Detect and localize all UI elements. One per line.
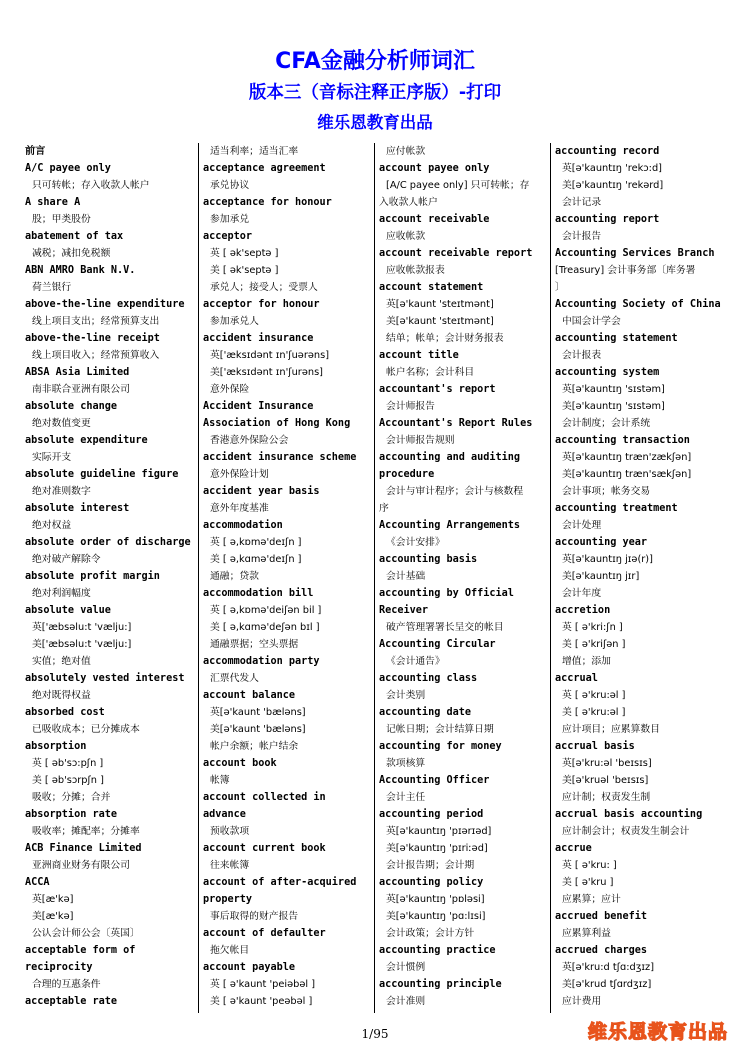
glossary-definition: 美 [ ə'kru ] bbox=[562, 877, 614, 888]
glossary-definition: 英 [ ə'kri:ʃn ] bbox=[562, 622, 623, 633]
glossary-definition: 只可转帐；存入收款人帐户 bbox=[32, 180, 150, 191]
glossary-term: accommodation bbox=[203, 520, 283, 531]
glossary-term: accounting policy bbox=[379, 877, 484, 888]
glossary-term: accounting and auditing bbox=[379, 452, 521, 463]
glossary-term: absorbed cost bbox=[25, 707, 105, 718]
glossary-definition: 应收帐款 bbox=[386, 231, 426, 242]
glossary-term: account payee only bbox=[379, 163, 490, 174]
glossary-term: accounting principle bbox=[379, 979, 502, 990]
glossary-definition: 入收款人帐户 bbox=[379, 197, 438, 208]
glossary-term: A share A bbox=[25, 197, 81, 208]
glossary-definition: 英[ə'kauntɪŋ 'sɪstəm] bbox=[562, 384, 665, 395]
glossary-definition: 会计报告期；会计期 bbox=[386, 860, 475, 871]
glossary-term: 前言 bbox=[25, 146, 46, 157]
glossary-term: ABSA Asia Limited bbox=[25, 367, 130, 378]
glossary-definition: 英[ə'kauntɪŋ 'pɒləsi] bbox=[386, 894, 485, 905]
glossary-definition: 英[ə'kaunt 'bæləns] bbox=[210, 707, 306, 718]
glossary-definition: 美[ə'kauntɪŋ 'pɪriːəd] bbox=[386, 843, 488, 854]
glossary-definition: 增值；添加 bbox=[562, 656, 611, 667]
glossary-term: accounting date bbox=[379, 707, 472, 718]
glossary-term: accounting statement bbox=[555, 333, 678, 344]
glossary-term: accrual basis bbox=[555, 741, 635, 752]
glossary-definition: 美[ə'kruəl 'beɪsɪs] bbox=[562, 775, 649, 786]
glossary-term: abatement of tax bbox=[25, 231, 124, 242]
glossary-definition: 英 [ ə,kɒmə'deɪʃn ] bbox=[210, 537, 302, 548]
glossary-definition: 英[ə'kauntɪŋ træn'zækʃən] bbox=[562, 452, 692, 463]
glossary-definition: 美[ə'kauntɪŋ 'sɪstəm] bbox=[562, 401, 665, 412]
glossary-term: accounting treatment bbox=[555, 503, 678, 514]
glossary-definition: 款项核算 bbox=[386, 758, 426, 769]
glossary-definition: 破产管理署署长呈交的帐目 bbox=[386, 622, 504, 633]
glossary-term: Accounting Services Branch bbox=[555, 248, 715, 259]
glossary-definition: 意外年度基准 bbox=[210, 503, 269, 514]
glossary-definition: 绝对准则数字 bbox=[32, 486, 91, 497]
glossary-definition: 绝对权益 bbox=[32, 520, 72, 531]
glossary-definition: 美[ə'kauntɪŋ træn'sækʃən] bbox=[562, 469, 692, 480]
glossary-column-3 bbox=[374, 143, 550, 1013]
glossary-term: accounting for money bbox=[379, 741, 502, 752]
glossary-term: accounting basis bbox=[379, 554, 478, 565]
glossary-definition: 香港意外保险公会 bbox=[210, 435, 289, 446]
glossary-term: above-the-line expenditure bbox=[25, 299, 185, 310]
glossary-term: Accountant's Report Rules bbox=[379, 418, 533, 429]
glossary-definition: 英[ə'kru:əl 'beɪsɪs] bbox=[562, 758, 652, 769]
glossary-definition: 会计类别 bbox=[386, 690, 426, 701]
glossary-term: absolute order of discharge bbox=[25, 537, 191, 548]
glossary-definition: 英 [ ə'kru: ] bbox=[562, 860, 617, 871]
glossary-definition: 吸收；分摊；合并 bbox=[32, 792, 111, 803]
glossary-definition: 记帐日期；会计结算日期 bbox=[386, 724, 494, 735]
document-title: CFA金融分析师词汇 bbox=[275, 49, 475, 74]
publisher-watermark: 维乐恩教育出品 bbox=[587, 1021, 728, 1043]
glossary-definition: 美 [ ə,kɑmə'deʃən bɪl ] bbox=[210, 622, 320, 633]
glossary-definition: 序 bbox=[379, 503, 389, 514]
glossary-term: Association of Hong Kong bbox=[203, 418, 351, 429]
glossary-definition: 应付帐款 bbox=[386, 146, 426, 157]
glossary-definition: 英 [ ə'kaunt 'peiəbəl ] bbox=[210, 979, 316, 990]
glossary-definition: 亚洲商业财务有限公司 bbox=[32, 860, 130, 871]
glossary-column-1 bbox=[23, 143, 198, 1013]
glossary-term: absorption rate bbox=[25, 809, 118, 820]
glossary-definition: 会计准则 bbox=[386, 996, 426, 1007]
glossary-column-2 bbox=[198, 143, 374, 1013]
glossary-term: Accounting Arrangements bbox=[379, 520, 521, 531]
glossary-definition: 荷兰银行 bbox=[32, 282, 72, 293]
glossary-definition: [A/C payee only] 只可转帐；存 bbox=[386, 180, 530, 191]
glossary-definition: 承兑协议 bbox=[210, 180, 250, 191]
glossary-definition: 〕 bbox=[555, 282, 565, 293]
glossary-definition: 绝对破产解除令 bbox=[32, 554, 101, 565]
glossary-definition: 美[æ'kə] bbox=[32, 911, 74, 922]
glossary-term: accounting period bbox=[379, 809, 484, 820]
glossary-definition: 美 [ ə'kriʃən ] bbox=[562, 639, 626, 650]
glossary-term: acceptor bbox=[203, 231, 253, 242]
glossary-term: property bbox=[203, 894, 253, 905]
glossary-definition: 应计制；权责发生制 bbox=[562, 792, 651, 803]
glossary-definition: 绝对数值变更 bbox=[32, 418, 91, 429]
glossary-term: acceptance agreement bbox=[203, 163, 326, 174]
glossary-definition: 《会计通告》 bbox=[386, 656, 445, 667]
glossary-term: absolutely vested interest bbox=[25, 673, 185, 684]
glossary-definition: 会计政策；会计方针 bbox=[386, 928, 475, 939]
glossary-term: accommodation bill bbox=[203, 588, 314, 599]
glossary-term: account of after-acquired bbox=[203, 877, 357, 888]
glossary-definition: 公认会计师公会〔英国〕 bbox=[32, 928, 140, 939]
glossary-definition: 美[ə'kauntɪŋ 'pɑ:lɪsi] bbox=[386, 911, 486, 922]
glossary-definition: 会计报表 bbox=[562, 350, 602, 361]
glossary-term: account collected in bbox=[203, 792, 326, 803]
glossary-term: Accounting Society of China bbox=[555, 299, 721, 310]
glossary-term: ABN AMRO Bank N.V. bbox=[25, 265, 136, 276]
glossary-definition: [Treasury] 会计事务部〔库务署 bbox=[555, 265, 696, 276]
glossary-definition: 英['æksɪdənt ɪn'ʃuərəns] bbox=[210, 350, 330, 361]
glossary-term: account receivable bbox=[379, 214, 490, 225]
glossary-term: reciprocity bbox=[25, 962, 93, 973]
glossary-definition: 线上项目收入；经常预算收入 bbox=[32, 350, 160, 361]
glossary-term: accountant's report bbox=[379, 384, 496, 395]
glossary-term: absolute profit margin bbox=[25, 571, 160, 582]
glossary-definition: 英[æ'kə] bbox=[32, 894, 74, 905]
glossary-term: account title bbox=[379, 350, 459, 361]
glossary-term: accident insurance bbox=[203, 333, 314, 344]
glossary-definition: 预收款项 bbox=[210, 826, 250, 837]
glossary-definition: 中国会计学会 bbox=[562, 316, 621, 327]
glossary-definition: 结单；帐单；会计财务报表 bbox=[386, 333, 504, 344]
glossary-definition: 英[ə'kauntɪŋ jɪə(r)] bbox=[562, 554, 653, 565]
glossary-term: procedure bbox=[379, 469, 435, 480]
glossary-term: ACB Finance Limited bbox=[25, 843, 142, 854]
glossary-definition: 事后取得的财产报告 bbox=[210, 911, 299, 922]
glossary-term: absolute guideline figure bbox=[25, 469, 179, 480]
glossary-definition: 会计制度；会计系统 bbox=[562, 418, 651, 429]
glossary-term: above-the-line receipt bbox=[25, 333, 160, 344]
glossary-term: account book bbox=[203, 758, 277, 769]
glossary-term: acceptable rate bbox=[25, 996, 118, 1007]
glossary-definition: 应计制会计；权责发生制会计 bbox=[562, 826, 690, 837]
glossary-definition: 美[ə'kauntɪŋ 'rekərd] bbox=[562, 180, 664, 191]
glossary-definition: 会计记录 bbox=[562, 197, 602, 208]
glossary-definition: 美[ə'kauntɪŋ jɪr] bbox=[562, 571, 640, 582]
glossary-definition: 意外保险计划 bbox=[210, 469, 269, 480]
glossary-term: Accounting Circular bbox=[379, 639, 496, 650]
glossary-definition: 会计事项；帐务交易 bbox=[562, 486, 651, 497]
glossary-definition: 股；甲类股份 bbox=[32, 214, 91, 225]
glossary-definition: 美 [ ə,kɑmə'deɪʃn ] bbox=[210, 554, 302, 565]
glossary-definition: 意外保险 bbox=[210, 384, 250, 395]
glossary-definition: 英[ə'kru:d tʃɑ:dʒɪz] bbox=[562, 962, 655, 973]
glossary-definition: 已吸收成本；已分摊成本 bbox=[32, 724, 140, 735]
document-subtitle: 版本三（音标注释正序版）-打印 bbox=[248, 83, 502, 103]
glossary-definition: 减税；减扣免税额 bbox=[32, 248, 111, 259]
glossary-term: ACCA bbox=[25, 877, 50, 888]
glossary-term: accident year basis bbox=[203, 486, 320, 497]
glossary-definition: 英['æbsəlu:t 'vælju:] bbox=[32, 622, 132, 633]
glossary-term: acceptor for honour bbox=[203, 299, 320, 310]
glossary-definition: 会计师报告规则 bbox=[386, 435, 455, 446]
glossary-term: acceptance for honour bbox=[203, 197, 332, 208]
glossary-term: accounting class bbox=[379, 673, 478, 684]
glossary-term: absolute interest bbox=[25, 503, 130, 514]
glossary-definition: 会计报告 bbox=[562, 231, 602, 242]
glossary-definition: 往来帐簿 bbox=[210, 860, 250, 871]
glossary-definition: 美['æksɪdənt ɪn'ʃurəns] bbox=[210, 367, 323, 378]
glossary-definition: 会计处理 bbox=[562, 520, 602, 531]
glossary-definition: 美[ə'kaunt 'bæləns] bbox=[210, 724, 306, 735]
glossary-definition: 应累算；应计 bbox=[562, 894, 621, 905]
glossary-definition: 会计年度 bbox=[562, 588, 602, 599]
glossary-definition: 帐簿 bbox=[210, 775, 230, 786]
glossary-definition: 英[ə'kauntɪŋ 'rekɔ:d] bbox=[562, 163, 662, 174]
glossary-term: Receiver bbox=[379, 605, 429, 616]
glossary-definition: 美 [ ək'septə ] bbox=[210, 265, 279, 276]
glossary-column-4 bbox=[550, 143, 726, 1013]
glossary-term: account of defaulter bbox=[203, 928, 326, 939]
glossary-term: accounting record bbox=[555, 146, 660, 157]
glossary-definition: 《会计安排》 bbox=[386, 537, 445, 548]
glossary-definition: 美[ə'krud tʃɑrdʒɪz] bbox=[562, 979, 652, 990]
glossary-term: accrued charges bbox=[555, 945, 648, 956]
glossary-definition: 会计惯例 bbox=[386, 962, 426, 973]
glossary-definition: 英 [ ək'septə ] bbox=[210, 248, 279, 259]
glossary-term: accounting practice bbox=[379, 945, 496, 956]
glossary-term: account receivable report bbox=[379, 248, 533, 259]
glossary-columns bbox=[23, 143, 728, 1013]
glossary-term: absorption bbox=[25, 741, 87, 752]
glossary-term: account payable bbox=[203, 962, 296, 973]
glossary-definition: 美 [ əb'sɔrpʃn ] bbox=[32, 775, 104, 786]
glossary-definition: 拖欠帐目 bbox=[210, 945, 250, 956]
glossary-term: Accounting Officer bbox=[379, 775, 490, 786]
glossary-term: absolute value bbox=[25, 605, 111, 616]
glossary-term: accrual bbox=[555, 673, 598, 684]
glossary-definition: 应累算利益 bbox=[562, 928, 611, 939]
glossary-term: accrual basis accounting bbox=[555, 809, 703, 820]
glossary-definition: 帐户名称；会计科目 bbox=[386, 367, 475, 378]
glossary-term: accident insurance scheme bbox=[203, 452, 357, 463]
glossary-definition: 通融；贷款 bbox=[210, 571, 259, 582]
glossary-term: absolute expenditure bbox=[25, 435, 148, 446]
glossary-term: accounting year bbox=[555, 537, 648, 548]
glossary-definition: 实际开支 bbox=[32, 452, 72, 463]
glossary-term: Accident Insurance bbox=[203, 401, 314, 412]
glossary-term: accounting report bbox=[555, 214, 660, 225]
glossary-definition: 应计项目；应累算数目 bbox=[562, 724, 660, 735]
glossary-term: accrue bbox=[555, 843, 592, 854]
glossary-term: account statement bbox=[379, 282, 484, 293]
glossary-term: accrued benefit bbox=[555, 911, 648, 922]
glossary-term: accounting by Official bbox=[379, 588, 514, 599]
glossary-definition: 线上项目支出；经常预算支出 bbox=[32, 316, 160, 327]
publisher-line: 维乐恩教育出品 bbox=[317, 113, 433, 132]
glossary-definition: 适当利率；适当汇率 bbox=[210, 146, 299, 157]
glossary-definition: 绝对既得权益 bbox=[32, 690, 91, 701]
glossary-definition: 汇票代发人 bbox=[210, 673, 259, 684]
page-number: 1/95 bbox=[361, 1027, 389, 1041]
glossary-definition: 美[ə'kaunt 'steɪtmənt] bbox=[386, 316, 494, 327]
glossary-definition: 英[ə'kaunt 'steɪtmənt] bbox=[386, 299, 494, 310]
glossary-term: A/C payee only bbox=[25, 163, 111, 174]
glossary-definition: 会计师报告 bbox=[386, 401, 435, 412]
glossary-term: accommodation party bbox=[203, 656, 320, 667]
glossary-definition: 帐户余额；帐户结余 bbox=[210, 741, 299, 752]
glossary-term: acceptable form of bbox=[25, 945, 136, 956]
glossary-definition: 会计与审计程序；会计与核数程 bbox=[386, 486, 524, 497]
glossary-definition: 参加承兑人 bbox=[210, 316, 259, 327]
glossary-definition: 英 [ əb'sɔ:pʃn ] bbox=[32, 758, 104, 769]
glossary-definition: 南非联合亚洲有限公司 bbox=[32, 384, 130, 395]
glossary-term: account balance bbox=[203, 690, 296, 701]
glossary-definition: 实值；绝对值 bbox=[32, 656, 91, 667]
glossary-definition: 美 [ ə'kru:əl ] bbox=[562, 707, 626, 718]
glossary-definition: 参加承兑 bbox=[210, 214, 250, 225]
glossary-definition: 美 [ ə'kaunt 'peəbəl ] bbox=[210, 996, 313, 1007]
glossary-definition: 通融票据；空头票据 bbox=[210, 639, 299, 650]
glossary-definition: 英[ə'kauntɪŋ 'pɪərɪəd] bbox=[386, 826, 492, 837]
glossary-definition: 会计主任 bbox=[386, 792, 426, 803]
glossary-term: accounting transaction bbox=[555, 435, 690, 446]
glossary-definition: 英 [ ə,kɒmə'deiʃən bil ] bbox=[210, 605, 322, 616]
glossary-term: account current book bbox=[203, 843, 326, 854]
glossary-definition: 承兑人；接受人；受票人 bbox=[210, 282, 318, 293]
glossary-definition: 英 [ ə'kru:əl ] bbox=[562, 690, 626, 701]
glossary-definition: 会计基础 bbox=[386, 571, 426, 582]
glossary-definition: 吸收率；摊配率；分摊率 bbox=[32, 826, 140, 837]
glossary-definition: 合理的互惠条件 bbox=[32, 979, 101, 990]
glossary-definition: 绝对利润幅度 bbox=[32, 588, 91, 599]
glossary-term: advance bbox=[203, 809, 246, 820]
glossary-definition: 应收帐款报表 bbox=[386, 265, 445, 276]
glossary-definition: 美['æbsəlu:t 'vælju:] bbox=[32, 639, 132, 650]
glossary-definition: 应计费用 bbox=[562, 996, 602, 1007]
glossary-term: absolute change bbox=[25, 401, 118, 412]
glossary-term: accretion bbox=[555, 605, 611, 616]
glossary-term: accounting system bbox=[555, 367, 660, 378]
